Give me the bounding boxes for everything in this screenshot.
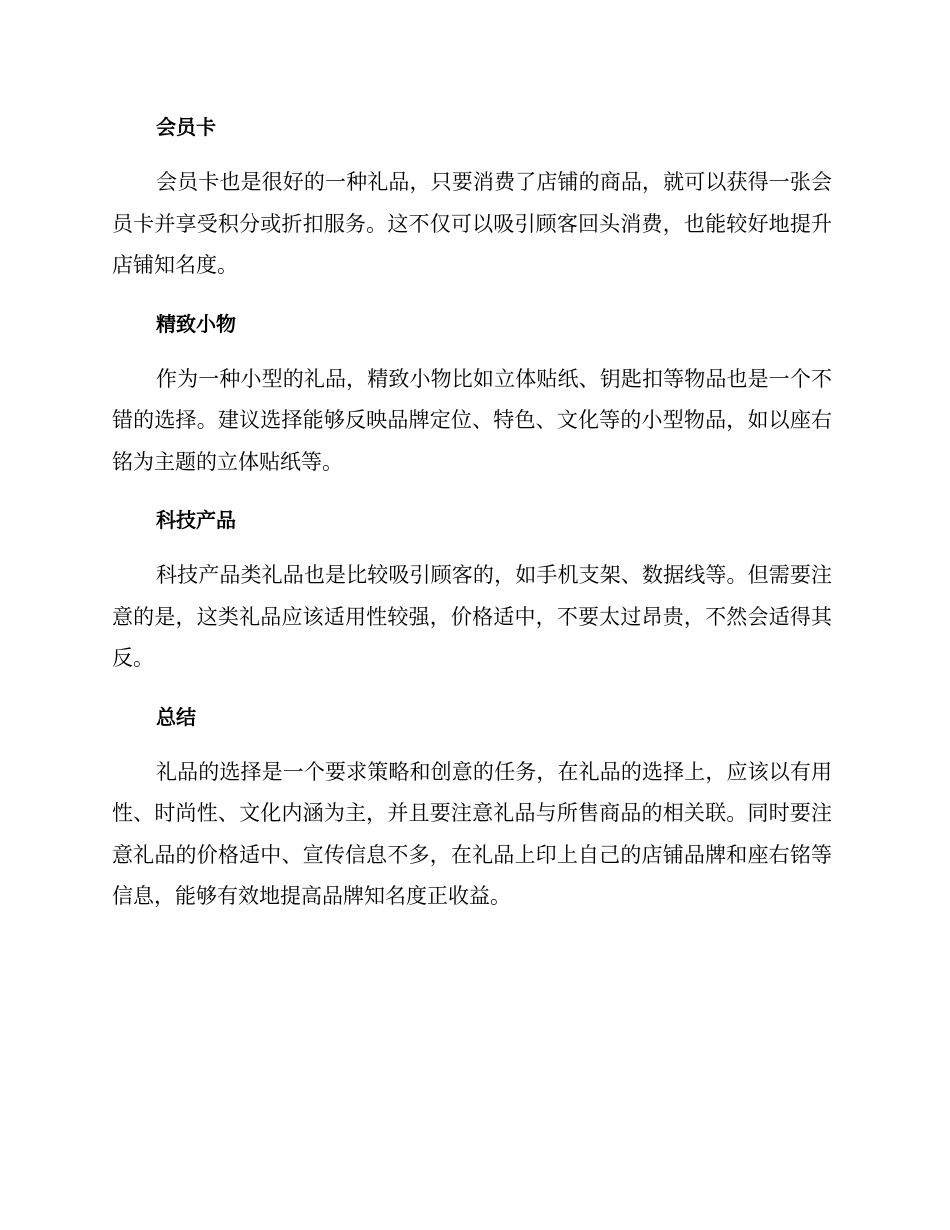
section-paragraph: 会员卡也是很好的一种礼品，只要消费了店铺的商品，就可以获得一张会员卡并享受积分或折扣服务。这不仅可以吸引顾客回头消费，也能较好地提升店铺知名度。	[112, 170, 832, 277]
section-heading: 科技产品	[156, 508, 236, 532]
section-summary	[112, 698, 832, 918]
section-membership-card	[112, 108, 832, 287]
section-heading: 会员卡	[156, 115, 216, 139]
section-paragraph: 作为一种小型的礼品，精致小物比如立体贴纸、钥匙扣等物品也是一个不错的选择。建议选择能够反映品牌定位、特色、文化等的小型物品，如以座右铭为主题的立体贴纸等。	[112, 366, 832, 474]
section-small-items	[112, 305, 832, 484]
section-tech-products	[112, 501, 832, 680]
section-heading: 精致小物	[156, 311, 236, 336]
document-page	[112, 108, 832, 936]
section-paragraph: 礼品的选择是一个要求策略和创意的任务，在礼品的选择上，应该以有用性、时尚性、文化内涵为主，并且要注意礼品与所售商品的相关联。同时要注意礼品的价格适中、宣传信息不多，在礼品上印上自己的店铺品牌和座右铭等信息，能够有效地提高品牌知名度正收益。	[112, 759, 832, 908]
section-paragraph: 科技产品类礼品也是比较吸引顾客的，如手机支架、数据线等。但需要注意的是，这类礼品应该适用性较强，价格适中，不要太过昂贵，不然会适得其反。	[112, 563, 832, 670]
section-heading: 总结	[156, 704, 196, 729]
